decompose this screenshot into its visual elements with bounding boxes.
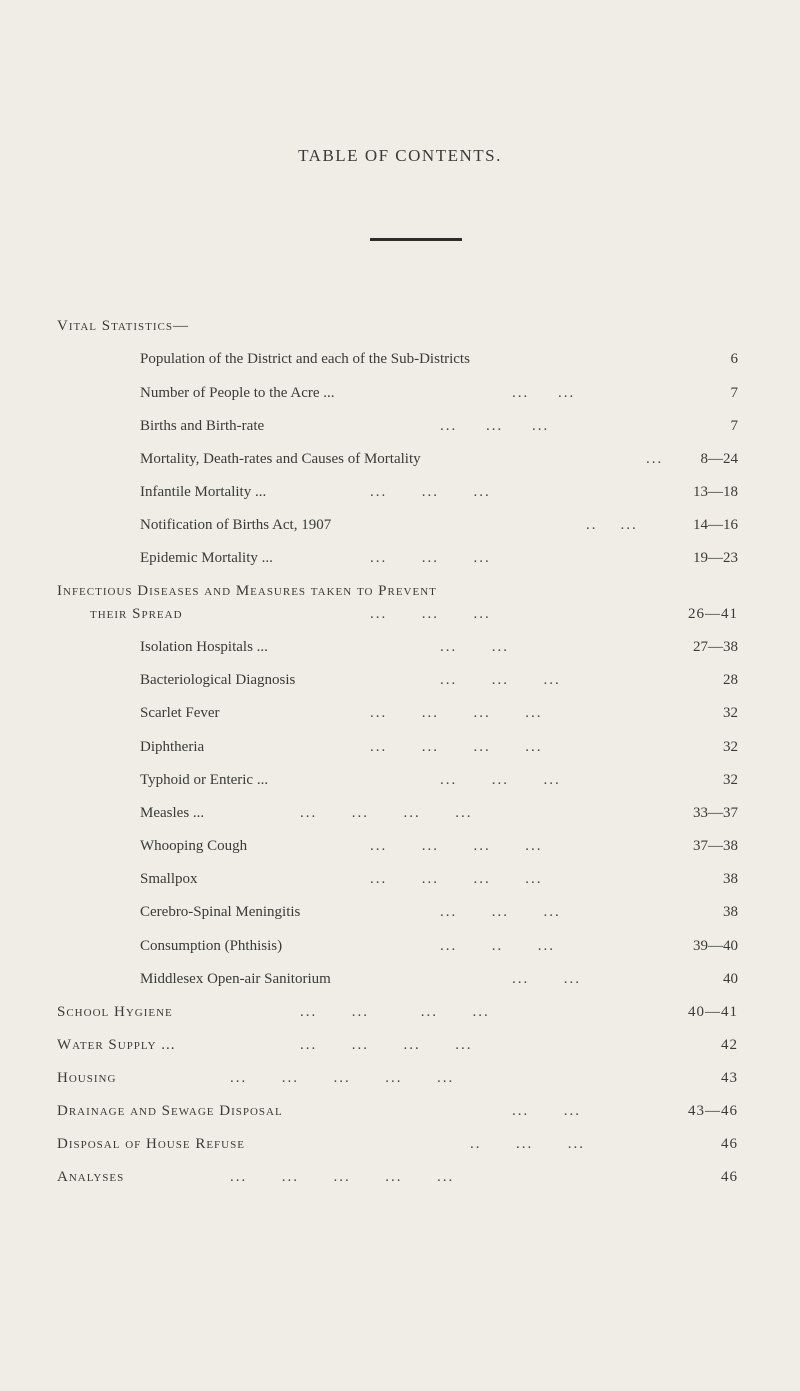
toc-entry-label: Smallpox — [140, 871, 198, 887]
toc-leader-dots: ... ... ... — [440, 672, 561, 688]
page-title: TABLE OF CONTENTS. — [298, 146, 502, 165]
toc-entry-page: 28 — [723, 672, 738, 688]
toc-heading-label: School Hygiene — [57, 1004, 173, 1020]
toc-entry-page: 7 — [730, 418, 738, 434]
toc-entry-page: 46 — [721, 1169, 738, 1185]
toc-heading — [0, 1164, 800, 1190]
toc-entry — [0, 667, 800, 693]
toc-heading-label: Drainage and Sewage Disposal — [57, 1103, 283, 1119]
toc-entry-label: Middlesex Open-air Sanitorium — [140, 971, 331, 987]
toc-leader-dots: ... ... ... — [440, 418, 550, 434]
toc-entry — [0, 767, 800, 793]
toc-entry-label: Notification of Births Act, 1907 — [140, 517, 332, 533]
toc-leader-dots: .. ... — [586, 517, 638, 533]
toc-leader-dots: ... ... ... — [370, 484, 491, 500]
toc-heading-label: Vital Statistics— — [57, 318, 189, 334]
toc-leader-dots: .. ... ... — [470, 1136, 585, 1152]
toc-heading — [0, 1032, 800, 1058]
toc-leader-dots: ... ... — [512, 1103, 581, 1119]
toc-entry-page: 32 — [723, 739, 738, 755]
toc-heading-label: Water Supply ... — [57, 1037, 176, 1053]
toc-entry — [0, 899, 800, 925]
toc-entry-label: Whooping Cough — [140, 838, 248, 854]
toc-entry-page: 33—37 — [693, 805, 738, 821]
toc-entry-page: 6 — [730, 351, 738, 367]
toc-entry-label: Diphtheria — [140, 739, 205, 755]
toc-entry — [0, 800, 800, 826]
toc-heading-label: Analyses — [57, 1169, 125, 1185]
toc-entry — [0, 512, 800, 538]
toc-entry — [0, 479, 800, 505]
toc-entry — [0, 833, 800, 859]
toc-entry-label: Isolation Hospitals ... — [140, 639, 268, 655]
toc-entry — [0, 734, 800, 760]
toc-leader-dots: ... ... ... ... — [300, 805, 473, 821]
toc-heading-label: their Spread — [90, 606, 183, 622]
toc-heading — [0, 313, 800, 339]
toc-entry-page: 32 — [723, 705, 738, 721]
toc-entry-label: Cerebro-Spinal Meningitis — [140, 904, 301, 920]
toc-leader-dots: ... .. ... — [440, 938, 555, 954]
toc-entry-page: 27—38 — [693, 639, 738, 655]
toc-leader-dots: ... ... ... ... — [300, 1004, 490, 1020]
toc-entry — [0, 413, 800, 439]
toc-leader-dots: ... ... ... — [370, 606, 491, 622]
toc-leader-dots: ... ... ... ... — [300, 1037, 473, 1053]
toc-entry — [0, 545, 800, 571]
toc-leader-dots: ... ... — [440, 639, 509, 655]
toc-entry-page: 7 — [730, 385, 738, 401]
toc-leader-dots: ... ... — [512, 971, 581, 987]
toc-entry-label: Typhoid or Enteric ... — [140, 772, 269, 788]
toc-leader-dots: ... ... ... ... — [370, 838, 543, 854]
toc-heading-label: Disposal of House Refuse — [57, 1136, 245, 1152]
toc-heading-label: Housing — [57, 1070, 117, 1086]
toc-entry-page: 37—38 — [693, 838, 738, 854]
toc-entry-page: 38 — [723, 871, 738, 887]
toc-entry-page: 13—18 — [693, 484, 738, 500]
toc-entry — [0, 380, 800, 406]
toc-leader-dots: ... ... — [512, 385, 576, 401]
toc-leader-dots: ... ... ... ... ... — [230, 1070, 455, 1086]
toc-entry-page: 40 — [723, 971, 738, 987]
toc-entry-label: Consumption (Phthisis) — [140, 938, 283, 954]
toc-leader-dots: ... ... ... — [440, 904, 561, 920]
toc-leader-dots: ... ... ... ... — [370, 871, 543, 887]
toc-entry-label: Mortality, Death-rates and Causes of Mortality — [140, 451, 421, 467]
toc-entry — [0, 346, 800, 372]
toc-entry-page: 39—40 — [693, 938, 738, 954]
toc-entry-label: Epidemic Mortality ... — [140, 550, 273, 566]
toc-entry-page: 8—24 — [700, 451, 738, 467]
toc-leader-dots: ... — [646, 451, 664, 467]
toc-entry-page: 40—41 — [688, 1004, 738, 1020]
toc-entry-label: Bacteriological Diagnosis — [140, 672, 296, 688]
toc-heading — [0, 999, 800, 1025]
toc-entry-label: Infantile Mortality ... — [140, 484, 267, 500]
toc-entry — [0, 866, 800, 892]
toc-heading — [0, 1098, 800, 1124]
toc-heading — [0, 1131, 800, 1157]
toc-entry-page: 14—16 — [693, 517, 738, 533]
toc-entry — [0, 700, 800, 726]
toc-entry-page: 43—46 — [688, 1103, 738, 1119]
toc-heading — [0, 601, 800, 627]
toc-entry-page: 26—41 — [688, 606, 738, 622]
toc-entry-label: Scarlet Fever — [140, 705, 220, 721]
toc-entry — [0, 634, 800, 660]
toc-leader-dots: ... ... ... — [440, 772, 561, 788]
title-rule — [370, 238, 462, 241]
toc-entry-page: 46 — [721, 1136, 738, 1152]
toc-entry-label: Measles ... — [140, 805, 205, 821]
toc-entry — [0, 446, 800, 472]
toc-leader-dots: ... ... ... ... — [370, 705, 543, 721]
toc-leader-dots: ... ... ... ... — [370, 739, 543, 755]
toc-entry-page: 19—23 — [693, 550, 738, 566]
toc-entry — [0, 933, 800, 959]
toc-leader-dots: ... ... ... — [370, 550, 491, 566]
toc-entry-label: Births and Birth-rate — [140, 418, 265, 434]
toc-heading-label: Infectious Diseases and Measures taken to Prevent — [57, 583, 437, 599]
toc-entry-page: 38 — [723, 904, 738, 920]
toc-leader-dots: ... ... ... ... ... — [230, 1169, 455, 1185]
toc-entry — [0, 966, 800, 992]
toc-entry-label: Number of People to the Acre ... — [140, 385, 335, 401]
toc-entry-page: 32 — [723, 772, 738, 788]
toc-entry-page: 43 — [721, 1070, 738, 1086]
toc-heading — [0, 1065, 800, 1091]
toc-entry-page: 42 — [721, 1037, 738, 1053]
toc-entry-label: Population of the District and each of the Sub-Districts — [140, 351, 470, 367]
